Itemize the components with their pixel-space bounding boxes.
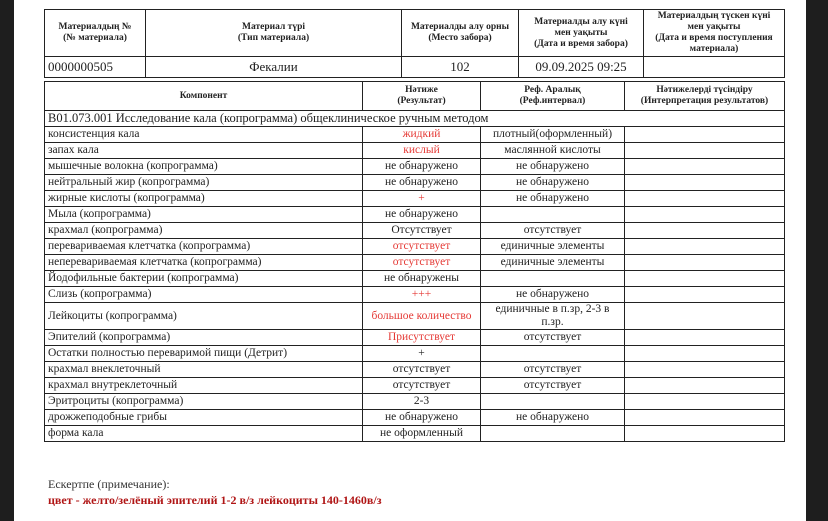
result-value: +: [363, 191, 481, 207]
component-name: Слизь (копрограмма): [45, 287, 363, 303]
material-value-row: [45, 57, 785, 78]
note-text: цвет - желто/зелёный эпителий 1-2 в/з лейкоциты 140-1460в/з: [48, 493, 382, 507]
interpretation: [625, 410, 785, 426]
results-table: [44, 81, 785, 442]
col-material-type: Материал түрі (Тип материала): [146, 10, 402, 57]
reference-range: не обнаружено: [481, 410, 625, 426]
result-value: +++: [363, 287, 481, 303]
interpretation: [625, 346, 785, 362]
component-name: дрожжеподобные грибы: [45, 410, 363, 426]
component-name: форма кала: [45, 426, 363, 442]
col-collection-place: Материалды алу орны (Место забора): [402, 10, 519, 57]
collection-place: 102: [402, 57, 519, 78]
result-value: не обнаружено: [363, 410, 481, 426]
reference-range: [481, 394, 625, 410]
reference-range: [481, 346, 625, 362]
result-row: [45, 394, 785, 410]
reference-range: [481, 271, 625, 287]
interpretation: [625, 255, 785, 271]
material-info-table: [44, 9, 785, 78]
reference-range: отсутствует: [481, 378, 625, 394]
result-row: [45, 362, 785, 378]
component-name: Лейкоциты (копрограмма): [45, 303, 363, 330]
interpretation: [625, 426, 785, 442]
result-value: не обнаружены: [363, 271, 481, 287]
viewer-background-right: [806, 0, 828, 521]
results-header-row: [45, 82, 785, 111]
reference-range: единичные элементы: [481, 239, 625, 255]
reference-range: не обнаружено: [481, 159, 625, 175]
material-header-row: [45, 10, 785, 57]
result-row: [45, 346, 785, 362]
result-value: отсутствует: [363, 255, 481, 271]
result-row: [45, 410, 785, 426]
result-row: [45, 255, 785, 271]
component-name: жирные кислоты (копрограмма): [45, 191, 363, 207]
reference-range: плотный(оформленный): [481, 127, 625, 143]
result-value: не обнаружено: [363, 159, 481, 175]
result-row: [45, 223, 785, 239]
reference-range: [481, 207, 625, 223]
interpretation: [625, 207, 785, 223]
component-name: крахмал (копрограмма): [45, 223, 363, 239]
interpretation: [625, 223, 785, 239]
receipt-datetime: [644, 57, 785, 78]
result-value: большое количество: [363, 303, 481, 330]
interpretation: [625, 159, 785, 175]
component-name: нейтральный жир (копрограмма): [45, 175, 363, 191]
result-row: [45, 127, 785, 143]
interpretation: [625, 394, 785, 410]
interpretation: [625, 175, 785, 191]
result-value: Присутствует: [363, 330, 481, 346]
section-row: [45, 111, 785, 127]
col-interpretation: Нәтижелерді түсіндіру (Интерпретация результатов): [625, 82, 785, 111]
interpretation: [625, 330, 785, 346]
interpretation: [625, 127, 785, 143]
interpretation: [625, 287, 785, 303]
col-reference: Реф. Аралық (Реф.интервал): [481, 82, 625, 111]
collection-datetime: 09.09.2025 09:25: [519, 57, 644, 78]
result-row: [45, 143, 785, 159]
result-row: [45, 175, 785, 191]
interpretation: [625, 378, 785, 394]
result-value: жидкий: [363, 127, 481, 143]
component-name: переваривaемая клетчатка (копрограмма): [45, 239, 363, 255]
component-name: Остатки полностью переваримой пищи (Детрит): [45, 346, 363, 362]
col-receipt-datetime: Материалдың түскен күні мен уақыты (Дата и время поступления материала): [644, 10, 785, 57]
interpretation: [625, 303, 785, 330]
interpretation: [625, 191, 785, 207]
result-value: Отсутствует: [363, 223, 481, 239]
material-number: 0000000505: [45, 57, 146, 78]
result-row: [45, 287, 785, 303]
interpretation: [625, 143, 785, 159]
material-type: Фекалии: [146, 57, 402, 78]
col-collection-datetime: Материалды алу күні мен уақыты (Дата и время забора): [519, 10, 644, 57]
reference-range: единичные в п.зр, 2-3 в п.зр.: [481, 303, 625, 330]
result-row: [45, 191, 785, 207]
result-row: [45, 330, 785, 346]
col-material-number: Материалдың № (№ материала): [45, 10, 146, 57]
result-row: [45, 426, 785, 442]
component-name: крахмал внеклеточный: [45, 362, 363, 378]
reference-range: не обнаружено: [481, 287, 625, 303]
result-value: отсутствует: [363, 239, 481, 255]
interpretation: [625, 271, 785, 287]
result-value: не обнаружено: [363, 175, 481, 191]
reference-range: не обнаружено: [481, 175, 625, 191]
reference-range: отсутствует: [481, 223, 625, 239]
result-value: 2-3: [363, 394, 481, 410]
reference-range: маслянной кислоты: [481, 143, 625, 159]
interpretation: [625, 239, 785, 255]
document-page: [14, 0, 806, 521]
result-value: отсутствует: [363, 378, 481, 394]
component-name: мышечные волокна (копрограмма): [45, 159, 363, 175]
col-result: Нәтиже (Результат): [363, 82, 481, 111]
result-value: не обнаружено: [363, 207, 481, 223]
component-name: консистенция кала: [45, 127, 363, 143]
component-name: Йодофильные бактерии (копрограмма): [45, 271, 363, 287]
component-name: непереваривaемая клетчатка (копрограмма): [45, 255, 363, 271]
col-component: Компонент: [45, 82, 363, 111]
reference-range: отсутствует: [481, 362, 625, 378]
component-name: Эритроциты (копрограмма): [45, 394, 363, 410]
result-value: отсутствует: [363, 362, 481, 378]
result-value: +: [363, 346, 481, 362]
reference-range: не обнаружено: [481, 191, 625, 207]
component-name: Эпителий (копрограмма): [45, 330, 363, 346]
result-value: кислый: [363, 143, 481, 159]
viewer-background-left: [0, 0, 14, 521]
reference-range: отсутствует: [481, 330, 625, 346]
result-row: [45, 303, 785, 330]
result-value: не оформленный: [363, 426, 481, 442]
result-row: [45, 239, 785, 255]
result-row: [45, 159, 785, 175]
component-name: запах кала: [45, 143, 363, 159]
reference-range: единичные элементы: [481, 255, 625, 271]
component-name: Мыла (копрограмма): [45, 207, 363, 223]
interpretation: [625, 362, 785, 378]
result-row: [45, 271, 785, 287]
reference-range: [481, 426, 625, 442]
note-label: Ескертпе (примечание):: [48, 477, 170, 491]
component-name: крахмал внутреклеточный: [45, 378, 363, 394]
result-row: [45, 207, 785, 223]
section-title: B01.073.001 Исследование кала (копрограмма) общеклиническое ручным методом: [45, 111, 785, 127]
result-row: [45, 378, 785, 394]
